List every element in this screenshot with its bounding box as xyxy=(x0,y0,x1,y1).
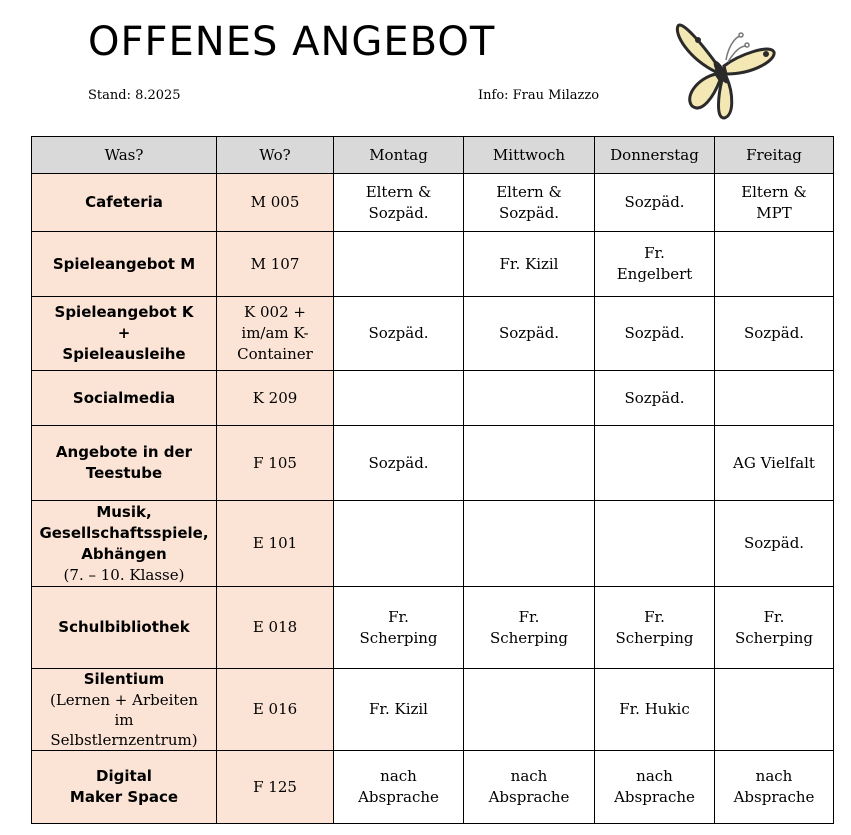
montag-cell xyxy=(334,501,464,587)
mittwoch-cell: Fr. Kizil xyxy=(464,232,595,297)
freitag-cell: Sozpäd. xyxy=(715,501,834,587)
table-row xyxy=(32,232,834,297)
table-row xyxy=(32,297,834,371)
donnerstag-cell xyxy=(595,426,715,501)
col-header-montag: Montag xyxy=(334,137,464,174)
freitag-cell: Sozpäd. xyxy=(715,297,834,371)
freitag-cell xyxy=(715,371,834,426)
activity-name: Silentium xyxy=(83,670,165,688)
room-cell: F 105 xyxy=(217,426,334,501)
stand-date: Stand: 8.2025 xyxy=(88,88,181,103)
room-cell: K 002 + im/am K- Container xyxy=(217,297,334,371)
col-header-wo: Wo? xyxy=(217,137,334,174)
activity-cell xyxy=(32,426,217,501)
donnerstag-cell xyxy=(595,501,715,587)
mittwoch-cell xyxy=(464,501,595,587)
montag-cell: Sozpäd. xyxy=(334,426,464,501)
activity-name: Angebote in der Teestube xyxy=(55,443,193,482)
donnerstag-cell: Sozpäd. xyxy=(595,371,715,426)
col-header-freitag: Freitag xyxy=(715,137,834,174)
freitag-cell: Fr. Scherping xyxy=(715,587,834,669)
montag-cell: Sozpäd. xyxy=(334,297,464,371)
mittwoch-cell xyxy=(464,371,595,426)
donnerstag-cell: Fr. Engelbert xyxy=(595,232,715,297)
activity-cell xyxy=(32,669,217,751)
donnerstag-cell: Fr. Hukic xyxy=(595,669,715,751)
donnerstag-cell: Fr. Scherping xyxy=(595,587,715,669)
room-cell: E 101 xyxy=(217,501,334,587)
table-row xyxy=(32,174,834,232)
activity-name: Socialmedia xyxy=(72,388,176,407)
activity-name: Spieleangebot M xyxy=(52,254,196,273)
butterfly-wings xyxy=(677,25,774,118)
table-row xyxy=(32,669,834,751)
table-row xyxy=(32,371,834,426)
room-cell: E 018 xyxy=(217,587,334,669)
activity-name: Schulbibliothek xyxy=(58,618,190,636)
page-title: OFFENES ANGEBOT xyxy=(88,19,496,65)
mittwoch-cell: Eltern & Sozpäd. xyxy=(464,174,595,232)
table-row xyxy=(32,587,834,669)
montag-cell: nach Absprache xyxy=(334,751,464,824)
room-cell: K 209 xyxy=(217,371,334,426)
col-header-mittwoch: Mittwoch xyxy=(464,137,595,174)
activity-cell xyxy=(32,587,217,669)
room-cell: M 005 xyxy=(217,174,334,232)
col-header-donnerstag: Donnerstag xyxy=(595,137,715,174)
activity-name: Musik, Gesellschaftsspiele, Abhängen xyxy=(39,503,209,563)
donnerstag-cell: nach Absprache xyxy=(595,751,715,824)
freitag-cell: nach Absprache xyxy=(715,751,834,824)
info-contact: Info: Frau Milazzo xyxy=(478,88,600,103)
table-row xyxy=(32,501,834,587)
activity-note: (7. – 10. Klasse) xyxy=(63,566,185,584)
mittwoch-cell: nach Absprache xyxy=(464,751,595,824)
freitag-cell: AG Vielfalt xyxy=(715,426,834,501)
butterfly-icon xyxy=(668,14,780,126)
montag-cell: Fr. Kizil xyxy=(334,669,464,751)
schedule-table xyxy=(31,136,834,824)
activity-name: Digital Maker Space xyxy=(69,767,179,806)
freitag-cell: Eltern & MPT xyxy=(715,174,834,232)
activity-cell xyxy=(32,232,217,297)
activity-cell xyxy=(32,751,217,824)
header-row xyxy=(32,137,834,174)
montag-cell xyxy=(334,371,464,426)
col-header-was: Was? xyxy=(32,137,217,174)
room-cell: M 107 xyxy=(217,232,334,297)
room-cell: F 125 xyxy=(217,751,334,824)
freitag-cell xyxy=(715,232,834,297)
freitag-cell xyxy=(715,669,834,751)
activity-name: Spieleangebot K + Spieleausleihe xyxy=(54,303,194,363)
activity-cell xyxy=(32,371,217,426)
mittwoch-cell: Sozpäd. xyxy=(464,297,595,371)
activity-cell xyxy=(32,297,217,371)
mittwoch-cell xyxy=(464,426,595,501)
montag-cell: Eltern & Sozpäd. xyxy=(334,174,464,232)
table-row xyxy=(32,751,834,824)
mittwoch-cell xyxy=(464,669,595,751)
table-row xyxy=(32,426,834,501)
montag-cell xyxy=(334,232,464,297)
donnerstag-cell: Sozpäd. xyxy=(595,297,715,371)
activity-note: (Lernen + Arbeiten im Selbstlernzentrum) xyxy=(49,691,198,749)
activity-name: Cafeteria xyxy=(85,193,163,211)
donnerstag-cell: Sozpäd. xyxy=(595,174,715,232)
montag-cell: Fr. Scherping xyxy=(334,587,464,669)
room-cell: E 016 xyxy=(217,669,334,751)
mittwoch-cell: Fr. Scherping xyxy=(464,587,595,669)
activity-cell xyxy=(32,501,217,587)
activity-cell xyxy=(32,174,217,232)
